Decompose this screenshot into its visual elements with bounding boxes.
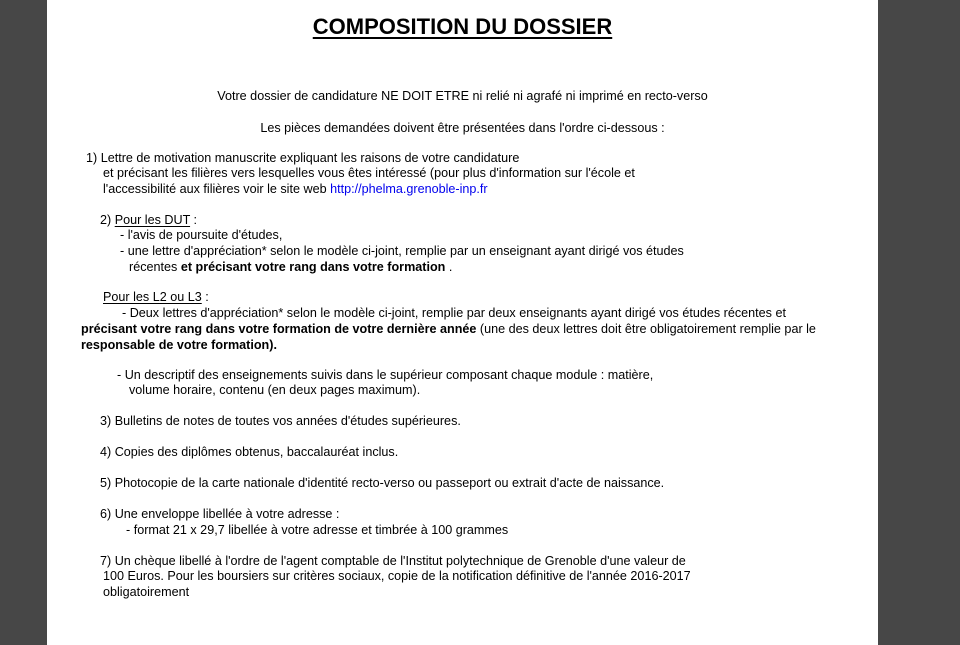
dut-line3c: . (445, 260, 453, 274)
l2l3-line2-bold: précisant votre rang dans votre formation de votre dernière année (81, 322, 477, 336)
item5: 5) Photocopie de la carte nationale d'identité recto-verso ou passeport ou extrait d'acte de naissance. (100, 476, 665, 490)
colon: : (201, 290, 209, 304)
item4: 4) Copies des diplômes obtenus, baccalauréat inclus. (100, 445, 399, 459)
dut-line3a: récentes (129, 260, 181, 274)
item2-dut-heading (100, 212, 197, 228)
l2l3-line2-text: (une des deux lettres doit être obligatoirement remplie par le (476, 322, 816, 336)
l2l3-heading-text: Pour les L2 ou L3 (103, 290, 202, 304)
item1-line3-text: l'accessibilité aux filières voir le site web (103, 182, 331, 196)
intro-order: Les pièces demandées doivent être présentées dans l'ordre ci-dessous : (260, 121, 665, 135)
intro-warning: Votre dossier de candidature NE DOIT ETRE ni relié ni agrafé ni imprimé en recto-verso (217, 89, 708, 103)
website-link[interactable]: http://phelma.grenoble-inp.fr (330, 182, 488, 196)
l2l3-line2 (81, 321, 816, 337)
dut-line2: - une lettre d'appréciation* selon le modèle ci-joint, remplie par un enseignant ayant dirigé vos études (120, 244, 684, 258)
descriptif-line1: - Un descriptif des enseignements suivis dans le supérieur composant chaque module : matière, (117, 368, 654, 382)
item1-line1: 1) Lettre de motivation manuscrite expliquant les raisons de votre candidature (86, 151, 520, 165)
item6-line1: 6) Une enveloppe libellée à votre adresse : (100, 507, 340, 521)
l2l3-heading (103, 289, 209, 305)
item7-line1: 7) Un chèque libellé à l'ordre de l'agent comptable de l'Institut polytechnique de Grenoble d'une valeur de (100, 554, 686, 568)
dut-heading: Pour les DUT (114, 213, 191, 227)
item3: 3) Bulletins de notes de toutes vos années d'études supérieures. (100, 414, 461, 428)
item7-line2: 100 Euros. Pour les boursiers sur critères sociaux, copie de la notification définitive de l'année 2016-2017 (103, 569, 691, 583)
item6-line2: - format 21 x 29,7 libellée à votre adresse et timbrée à 100 grammes (126, 523, 509, 537)
item1-line3 (103, 181, 488, 197)
item1-line2: et précisant les filières vers lesquelles vous êtes intéressé (pour plus d'information sur l'école et (103, 166, 635, 180)
l2l3-line1: - Deux lettres d'appréciation* selon le modèle ci-joint, remplie par deux enseignants ayant dirigé vos études récentes et (122, 306, 786, 320)
item2-number: 2) (100, 213, 115, 227)
document-page (47, 0, 878, 645)
page-title (47, 14, 878, 40)
dut-line3-bold: et précisant votre rang dans votre formation (180, 260, 446, 274)
title-text: COMPOSITION DU DOSSIER (312, 14, 613, 39)
item7-line3: obligatoirement (103, 585, 190, 599)
dut-line1: - l'avis de poursuite d'études, (120, 228, 283, 242)
descriptif-line2: volume horaire, contenu (en deux pages maximum). (129, 383, 421, 397)
colon: : (190, 213, 198, 227)
dut-line3 (129, 259, 452, 275)
l2l3-line3 (81, 337, 277, 353)
l2l3-line3-bold: responsable de votre formation). (81, 338, 277, 352)
